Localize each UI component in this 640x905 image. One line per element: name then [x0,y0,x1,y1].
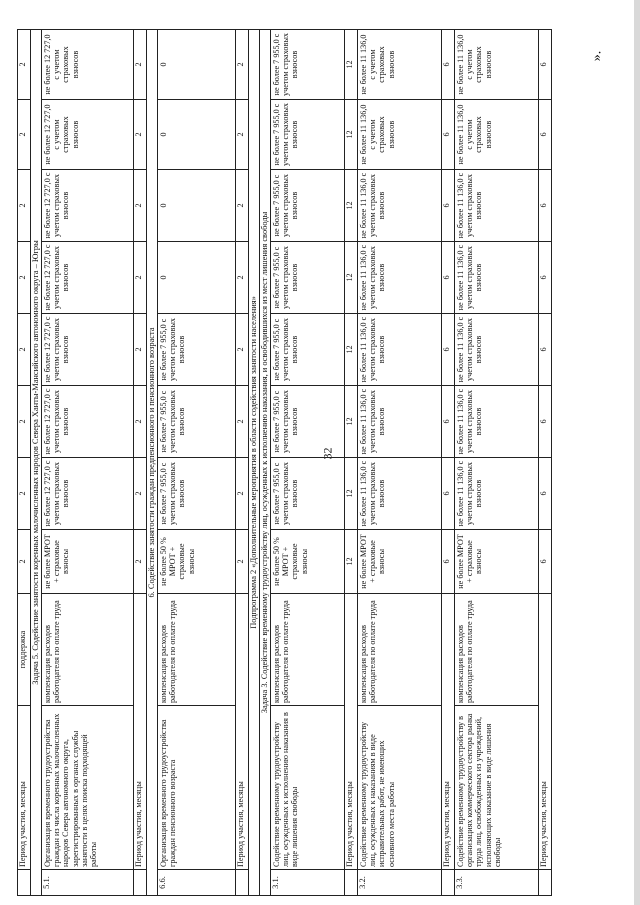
closing-quote-mark: ». [589,50,605,62]
header-support-label: поддержка [18,594,31,706]
support-type: компенсация расходов работодателя по оплате труда [358,594,442,706]
amount-note: не более 50 % МРОТ + страховые взносы [158,530,236,594]
support-type: компенсация расходов работодателя по оплате труда [455,594,539,706]
amount-note: не более 50 % МРОТ + страховые взносы [271,530,345,594]
measure-name: Содействие временному трудоустройству лиц, осужденных к наказаниям в виде исправительных работ, не имеющих основного места работы [358,706,442,870]
amount-note: не более МРОТ + страховые взносы [358,530,442,594]
measure-name: Организация временного трудоустройства граждан пенсионного возраста [158,706,236,870]
period-row: Период участия, месяцы 2 2 2 2 2 2 2 2 [134,30,147,896]
support-type: компенсация расходов работодателя по оплате труда [271,594,345,706]
period-row: Период участия, месяцы 6 6 6 6 6 6 6 6 [442,30,455,896]
table-row: 3.1. Содействие временному трудоустройству лиц, осужденных к исполнению наказания в виде лишения свободы компенсация расходов работодателя по оплате труда не более 50 % МРОТ + страховые взносы не более 7 955,0 с учетом страховых взносов не более 7 955,0 с учетом страховых взносов не более 7 955,0 с учетом страховых взносов не более 7 955,0 с учетом страховых взносов не более 7 955,0 с учетом страховых взносов не более 7 955,0 с учетом страховых взносов не более 7 955,0 с учетом страховых взносов [271,30,345,896]
period-row: Период участия, месяцы 2 2 2 2 2 2 2 2 [236,30,249,896]
header-period-label: Период участия, месяцы [18,706,31,870]
table-row: 3.2. Содействие временному трудоустройству лиц, осужденных к наказаниям в виде исправительных работ, не имеющих основного места работы компенсация расходов работодателя по оплате труда не более МРОТ + страховые взносы не более 11 136,0 с учетом страховых взносов не более 11 136,0 с учетом страховых взносов не более 11 136,0 с учетом страховых взносов не более 11 136,0 с учетом страховых взносов не более 11 136,0 с учетом страховых взносов не более 11 136,0 с учетом страховых взносов не более 11 136,0 с учетом страховых взносов [358,30,442,896]
amount-note: не более МРОТ + страховые взносы [42,530,134,594]
subsidy-table [17,29,552,896]
scan-edge [634,0,640,905]
section-header-task6: 6. Содействие занятости граждан предпенсионного и пенсионного возраста [147,30,158,896]
section-header-task3: Задача 3. Содействие временному трудоустройству лиц, осужденных к исполнению наказания, и освободившихся из мест лишения свободы [260,30,271,896]
measure-name: Организация временного трудоустройства граждан из числа коренных малочисленных народов Севера автономного округа, зарегистрированных в органах службы занятости в целях поиска подходящей работы [42,706,134,870]
table-row: 5.1. Организация временного трудоустройства граждан из числа коренных малочисленных народов Севера автономного округа, зарегистрированных в органах службы занятости в целях поиска подходящей работы компенсация расходов работодателя по оплате труда не более МРОТ + страховые взносы не более 12 727,0 с учетом страховых взносов не более 12 727,0 с учетом страховых взносов не более 12 727,0 с учетом страховых взносов не более 12 727,0 с учетом страховых взносов не более 12 727,0 с учетом страховых взносов не более 12 727,0 с учетом страховых взносов не более 12 727,0 с учетом страховых взносов [42,30,134,896]
header-row: Период участия, месяцы поддержка 2 2 2 2 2 2 2 2 [18,30,31,896]
section-header-task5: Задача 5. Содействие занятости коренных малочисленных народов Севера Ханты-Мансийского автономного округа – Югры [31,30,42,896]
table-row: 6.6. Организация временного трудоустройства граждан пенсионного возраста компенсация расходов работодателя по оплате труда не более 50 % МРОТ + страховые взносы не более 7 955,0 с учетом страховых взносов не более 7 955,0 с учетом страховых взносов не более 7 955,0 с учетом страховых взносов 0 0 0 0 [158,30,236,896]
period-row: Период участия, месяцы 12 12 12 12 12 12 12 12 [345,30,358,896]
amount-note: не более МРОТ + страховые взносы [455,530,539,594]
measure-name: Содействие временному трудоустройству лиц, осужденных к исполнению наказания в виде лишения свободы [271,706,345,870]
page-number: 32 [320,447,335,460]
period-row: Период участия, месяцы 6 6 6 6 6 6 6 6 [539,30,552,896]
support-type: компенсация расходов работодателя по оплате труда [42,594,134,706]
table-row: 3.3. Содействие временному трудоустройству в организациях коммерческого сектора рынка труда лиц, освобожденных из учреждений, исполняющих наказание в виде лишения свободы компенсация расходов работодателя по оплате труда не более МРОТ + страховые взносы не более 11 136,0 с учетом страховых взносов не более 11 136,0 с учетом страховых взносов не более 11 136,0 с учетом страховых взносов не более 11 136,0 с учетом страховых взносов не более 11 136,0 с учетом страховых взносов не более 11 136,0 с учетом страховых взносов не более 11 136,0 с учетом страховых взносов [455,30,539,896]
support-type: компенсация расходов работодателя по оплате труда [158,594,236,706]
subprogram-header: Подпрограмма 2 «Дополнительные мероприятия в области содействия занятости населения» [249,30,260,896]
measure-name: Содействие временному трудоустройству в организациях коммерческого сектора рынка труда лиц, освобожденных из учреждений, исполняющих наказание в виде лишения свободы [455,706,539,870]
rotated-table-container [17,30,573,896]
